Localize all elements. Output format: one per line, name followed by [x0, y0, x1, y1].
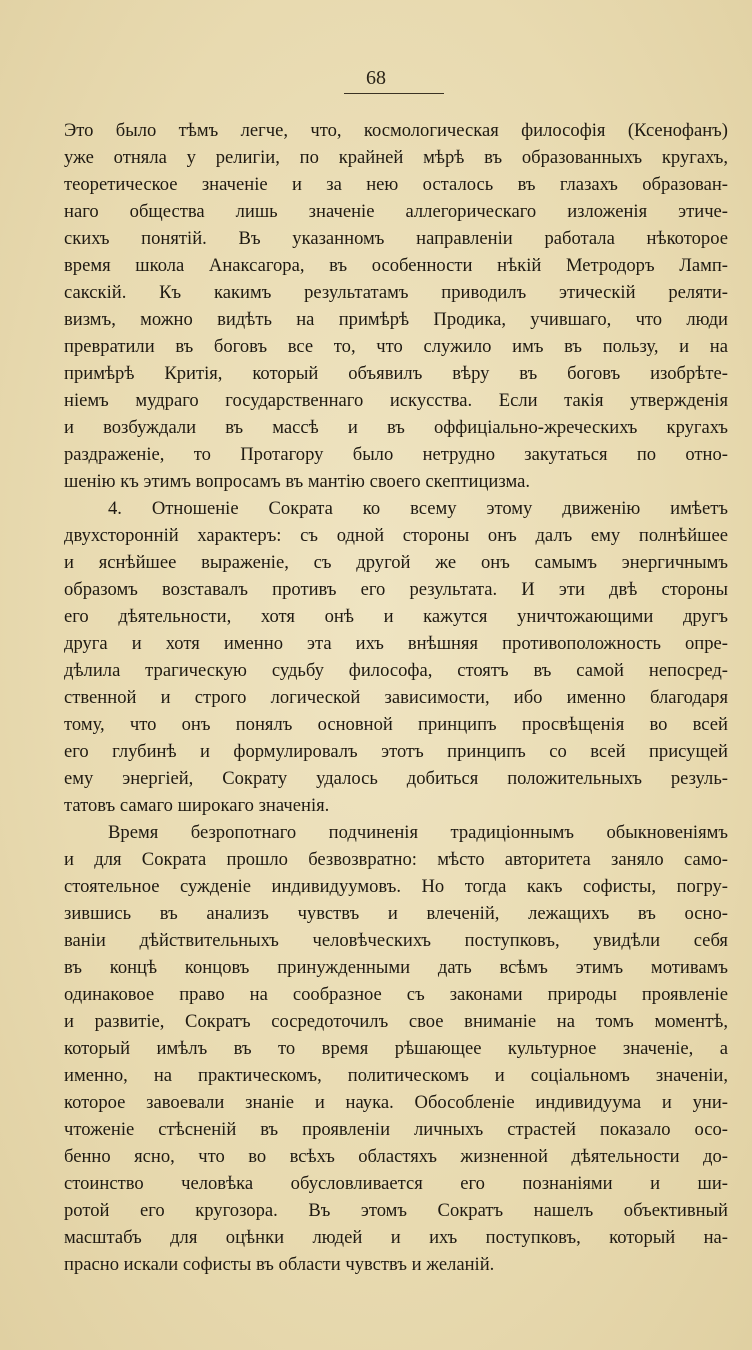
text-line: образомъ возставалъ противъ его результата. И эти двѣ стороны [64, 579, 728, 600]
text-line: и возбуждали въ массѣ и въ оффиціально-жреческихъ кругахъ [64, 417, 728, 438]
body-text [64, 117, 728, 1278]
text-line: уже отняла у религіи, по крайней мѣрѣ въ образованныхъ кругахъ, [64, 147, 728, 168]
text-line: дѣлила трагическую судьбу философа, стоятъ въ самой непосред- [64, 660, 728, 681]
text-line: татовъ самаго широкаго значенія. [64, 795, 330, 816]
text-line: и яснѣйшее выраженіе, съ другой же онъ самымъ энергичнымъ [64, 552, 728, 573]
text-line: ственной и строго логической зависимости, ибо именно благодаря [64, 687, 728, 708]
text-line: двухсторонній характеръ: съ одной стороны онъ далъ ему полнѣйшее [64, 525, 728, 546]
text-line: Это было тѣмъ легче, что, космологическая философія (Ксенофанъ) [64, 120, 728, 141]
page-number-rule [344, 93, 444, 94]
text-line: сакскій. Къ какимъ результатамъ приводилъ этическій реляти- [64, 282, 728, 303]
text-line: ему энергіей, Сократу удалось добиться положительныхъ резуль- [64, 768, 728, 789]
text-line: визмъ, можно видѣть на примѣрѣ Продика, учившаго, что люди [64, 309, 728, 330]
text-line: его дѣятельности, хотя онѣ и кажутся уничтожающими другъ [64, 606, 728, 627]
text-line: Время безропотнаго подчиненія традиціоннымъ обыкновеніямъ [108, 822, 728, 843]
text-line: превратили въ боговъ все то, что служило имъ въ пользу, и на [64, 336, 728, 357]
text-line: 4. Отношеніе Сократа ко всему этому движенію имѣетъ [108, 498, 728, 519]
text-line: скихъ понятій. Въ указанномъ направленіи работала нѣкоторое [64, 228, 728, 249]
text-line: одинаковое право на сообразное съ законами природы проявленіе [64, 984, 728, 1005]
text-line: именно, на практическомъ, политическомъ и соціальномъ значеніи, [64, 1065, 728, 1086]
text-line: который имѣлъ въ то время рѣшающее культурное значеніе, а [64, 1038, 728, 1059]
text-line: масштабъ для оцѣнки людей и ихъ поступковъ, который на- [64, 1227, 728, 1248]
text-line: чтоженіе стѣсненій въ проявленіи личныхъ страстей показало осо- [64, 1119, 728, 1140]
text-line: въ концѣ концовъ принужденными дать всѣмъ этимъ мотивамъ [64, 957, 728, 978]
text-line: ротой его кругозора. Въ этомъ Сократъ нашелъ объективный [64, 1200, 728, 1221]
text-line: зившись въ анализъ чувствъ и влеченій, лежащихъ въ осно- [64, 903, 728, 924]
text-line: стоинство человѣка обусловливается его познаніями и ши- [64, 1173, 728, 1194]
text-line: ніемъ мудраго государственнаго искусства. Если такія утвержденія [64, 390, 728, 411]
text-line: стоятельное сужденіе индивидуумовъ. Но тогда какъ софисты, погру- [64, 876, 728, 897]
text-line: шенію къ этимъ вопросамъ въ мантію своего скептицизма. [64, 471, 530, 492]
text-line: теоретическое значеніе и за нею осталось въ глазахъ образован- [64, 174, 728, 195]
text-line: друга и хотя именно эта ихъ внѣшняя противоположность опре- [64, 633, 728, 654]
text-line: бенно ясно, что во всѣхъ областяхъ жизненной дѣятельности до- [64, 1146, 728, 1167]
text-line: тому, что онъ понялъ основной принципъ просвѣщенія во всей [64, 714, 728, 735]
text-line: его глубинѣ и формулировалъ этотъ принципъ со всей присущей [64, 741, 728, 762]
text-line: которое завоевали знаніе и наука. Обособленіе индивидуума и уни- [64, 1092, 728, 1113]
text-line: раздраженіе, то Протагору было нетрудно закутаться по отно- [64, 444, 728, 465]
text-line: наго общества лишь значеніе аллегорическаго изложенія этиче- [64, 201, 728, 222]
text-line: время школа Анаксагора, въ особенности нѣкій Метродоръ Ламп- [64, 255, 728, 276]
page-number: 68 [366, 67, 386, 89]
text-line: прасно искали софисты въ области чувствъ и желаній. [64, 1254, 495, 1275]
text-line: ваніи дѣйствительныхъ человѣческихъ поступковъ, увидѣли себя [64, 930, 728, 951]
text-line: примѣрѣ Критія, который объявилъ вѣру въ боговъ изобрѣте- [64, 363, 728, 384]
text-line: и для Сократа прошло безвозвратно: мѣсто авторитета заняло само- [64, 849, 728, 870]
text-line: и развитіе, Сократъ сосредоточилъ свое вниманіе на томъ моментѣ, [64, 1011, 728, 1032]
